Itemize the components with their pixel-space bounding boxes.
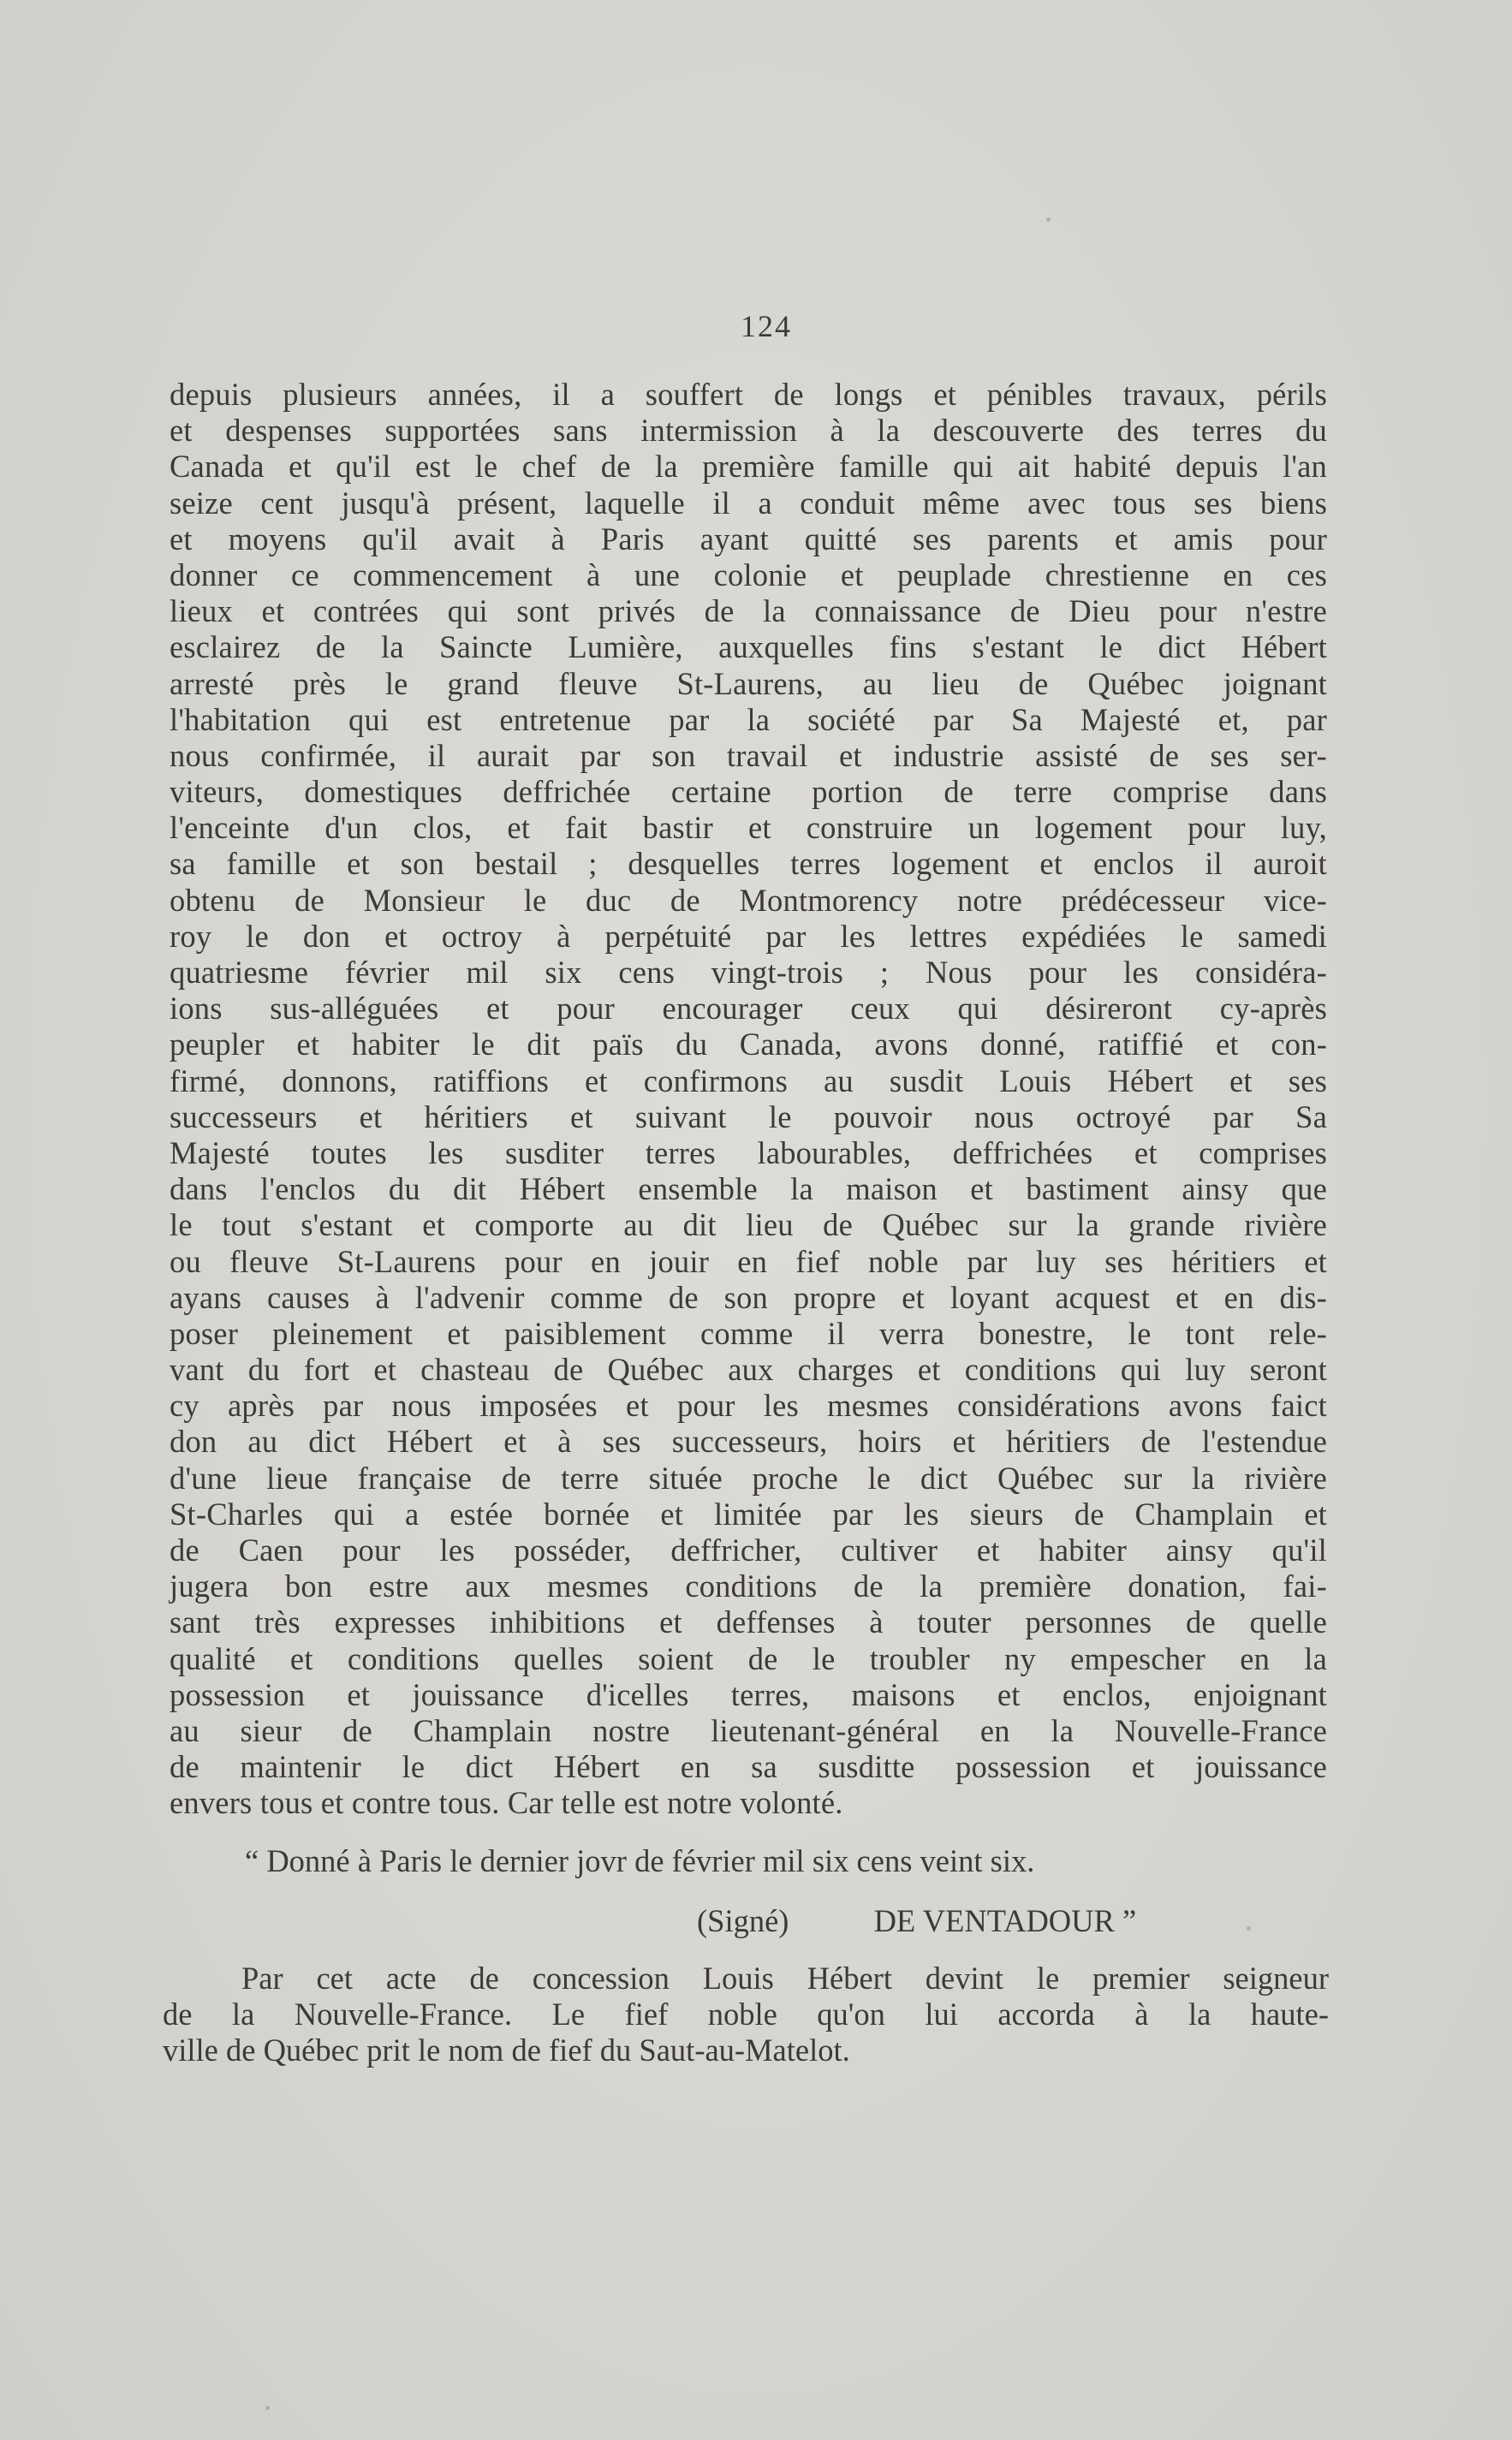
text-line: obtenu de Monsieur le duc de Montmorency notre prédécesseur vice-	[170, 882, 1327, 918]
date-quote-line: “ Donné à Paris le dernier jovr de février mil six cens veint six.	[245, 1843, 1035, 1878]
body-paragraph	[170, 377, 1327, 1822]
text-line: seize cent jusqu'à présent, laquelle il a conduit même avec tous ses biens	[170, 485, 1327, 521]
text-line: peupler et habiter le dit païs du Canada, avons donné, ratiffié et con-	[170, 1027, 1327, 1062]
text-line: viteurs, domestiques deffrichée certaine portion de terre comprise dans	[170, 774, 1327, 810]
text-line: don au dict Hébert et à ses successeurs, hoirs et héritiers de l'estendue	[170, 1424, 1327, 1460]
closing-paragraph	[163, 1961, 1329, 2069]
text-line: quatriesme février mil six cens vingt-trois ; Nous pour les considéra-	[170, 955, 1327, 990]
signed-label: (Signé)	[697, 1903, 789, 1938]
signatory-name: DE VENTADOUR ”	[873, 1903, 1137, 1938]
text-line: de la Nouvelle-France. Le fief noble qu'on lui accorda à la haute-	[163, 1997, 1329, 2032]
paper-speck	[265, 2406, 270, 2410]
text-line: donner ce commencement à une colonie et peuplade chrestienne en ces	[170, 556, 1327, 592]
text-line: possession et jouissance d'icelles terres, maisons et enclos, enjoignant	[170, 1676, 1327, 1712]
text-line: de maintenir le dict Hébert en sa susditte possession et jouissance	[170, 1749, 1327, 1785]
text-line: Canada et qu'il est le chef de la première famille qui ait habité depuis l'an	[170, 449, 1327, 485]
text-line: Par cet acte de concession Louis Hébert devint le premier seigneur	[241, 1961, 1329, 1996]
text-line: firmé, donnons, ratiffions et confirmons au susdit Louis Hébert et ses	[170, 1062, 1327, 1098]
text-line: dans l'enclos du dit Hébert ensemble la maison et bastiment ainsy que	[170, 1171, 1327, 1207]
text-line: nous confirmée, il aurait par son travail et industrie assisté de ses ser-	[170, 737, 1327, 773]
text-line: vant du fort et chasteau de Québec aux charges et conditions qui luy seront	[170, 1352, 1327, 1388]
text-line: de Caen pour les posséder, deffricher, cultiver et habiter ainsy qu'il	[170, 1532, 1327, 1568]
text-line: l'habitation qui est entretenue par la société par Sa Majesté et, par	[170, 701, 1327, 737]
text-line: sant très expresses inhibitions et deffenses à touter personnes de quelle	[170, 1604, 1327, 1640]
text-line: sa famille et son bestail ; desquelles terres logement et enclos il auroit	[170, 846, 1327, 882]
text-line: ville de Québec prit le nom de fief du Saut-au-Matelot.	[163, 2032, 850, 2068]
text-line: roy le don et octroy à perpétuité par les lettres expédiées le samedi	[170, 918, 1327, 954]
text-line: au sieur de Champlain nostre lieutenant-général en la Nouvelle-France	[170, 1712, 1327, 1748]
text-line: et moyens qu'il avait à Paris ayant quitté ses parents et amis pour	[170, 521, 1327, 556]
text-line: ayans causes à l'advenir comme de son propre et loyant acquest et en dis-	[170, 1279, 1327, 1315]
text-line: qualité et conditions quelles soient de le troubler ny empescher en la	[170, 1640, 1327, 1676]
text-line: l'enceinte d'un clos, et fait bastir et construire un logement pour luy,	[170, 810, 1327, 846]
paper-speck	[1247, 1926, 1251, 1931]
text-line: et despenses supportées sans intermission à la descouverte des terres du	[170, 413, 1327, 449]
page-number: 124	[741, 309, 792, 343]
text-line: St-Charles qui a estée bornée et limitée par les sieurs de Champlain et	[170, 1496, 1327, 1532]
text-line: ions sus-alléguées et pour encourager ceux qui désireront cy-après	[170, 991, 1327, 1027]
text-line: cy après par nous imposées et pour les mesmes considérations avons faict	[170, 1388, 1327, 1424]
text-line: depuis plusieurs années, il a souffert de longs et pénibles travaux, périls	[170, 377, 1327, 412]
text-line: ou fleuve St-Laurens pour en jouir en fief noble par luy ses héritiers et	[170, 1243, 1327, 1279]
text-line: esclairez de la Saincte Lumière, auxquelles fins s'estant le dict Hébert	[170, 629, 1327, 665]
text-line: le tout s'estant et comporte au dit lieu de Québec sur la grande rivière	[170, 1207, 1327, 1243]
text-line: arresté près le grand fleuve St-Laurens, au lieu de Québec joignant	[170, 665, 1327, 701]
text-line: poser pleinement et paisiblement comme il verra bonestre, le tont rele-	[170, 1315, 1327, 1351]
text-line: successeurs et héritiers et suivant le pouvoir nous octroyé par Sa	[170, 1098, 1327, 1134]
text-line: d'une lieue française de terre située proche le dict Québec sur la rivière	[170, 1460, 1327, 1496]
text-line: lieux et contrées qui sont privés de la connaissance de Dieu pour n'estre	[170, 593, 1327, 629]
text-line: envers tous et contre tous. Car telle est notre volonté.	[170, 1785, 843, 1821]
paper-speck	[1046, 217, 1051, 222]
text-line: Majesté toutes les susditer terres labourables, deffrichées et comprises	[170, 1134, 1327, 1170]
text-line: jugera bon estre aux mesmes conditions de la première donation, fai-	[170, 1568, 1327, 1604]
signature-line	[697, 1902, 1136, 1939]
